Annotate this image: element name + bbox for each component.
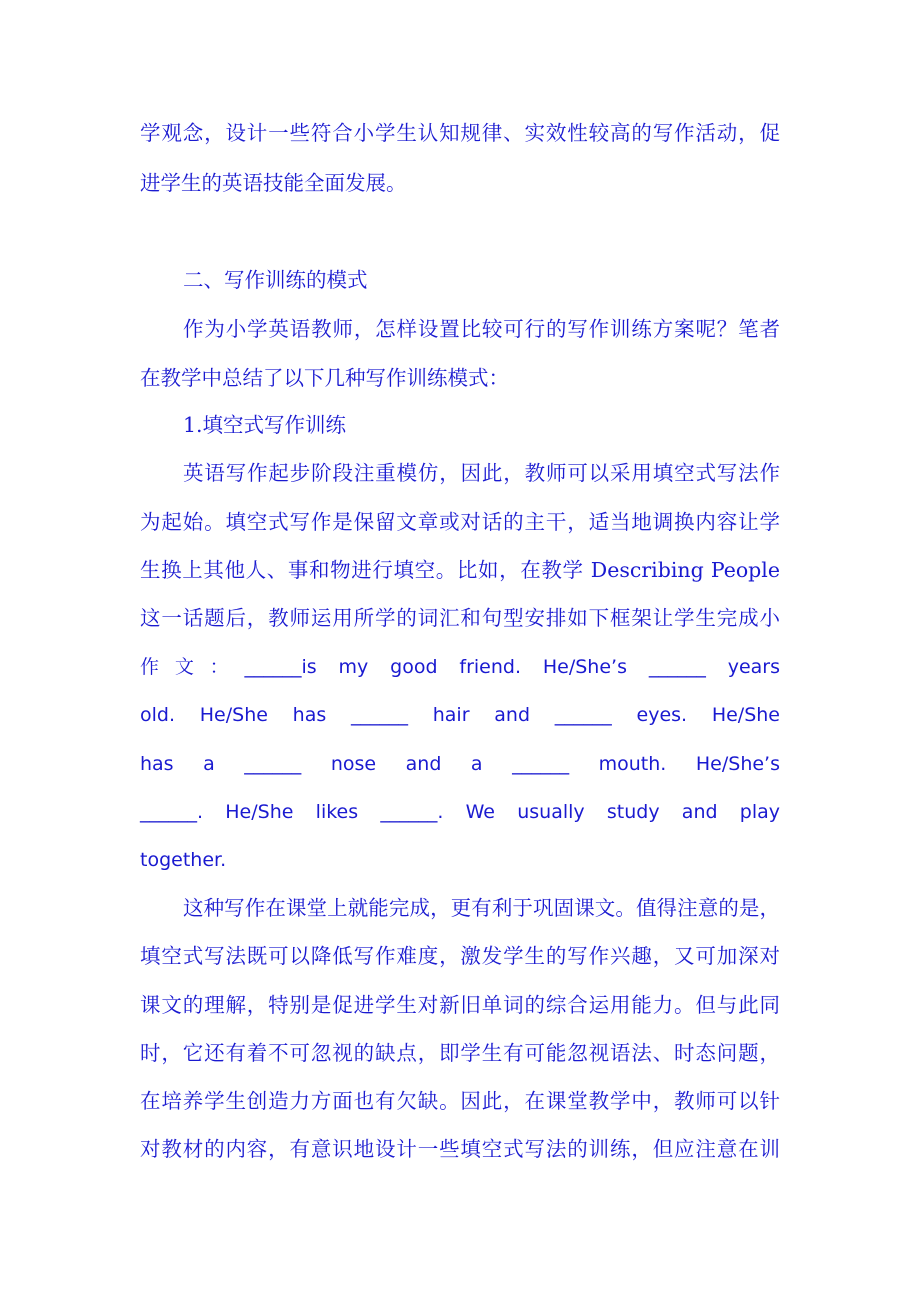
text-line: 生换上其他人、事和物进行填空。比如，在教学 Describing People — [140, 558, 780, 582]
text-line: 作为小学英语教师，怎样设置比较可行的写作训练方案呢？笔者 — [183, 317, 780, 341]
text-line: 学观念，设计一些符合小学生认知规律、实效性较高的写作活动，促 — [140, 121, 780, 145]
text-line: 课文的理解，特别是促进学生对新旧单词的综合运用能力。但与此同 — [140, 993, 780, 1017]
text-line: ______. He/She likes ______. We usually study and play — [140, 801, 780, 823]
text-line: 这一话题后，教师运用所学的词汇和句型安排如下框架让学生完成小 — [140, 606, 780, 630]
text-line: 填空式写法既可以降低写作难度，激发学生的写作兴趣，又可加深对 — [140, 944, 780, 968]
text-line: 进学生的英语技能全面发展。 — [140, 171, 407, 195]
text-line: 这种写作在课堂上就能完成，更有利于巩固课文。值得注意的是， — [183, 896, 780, 920]
text-line: 时，它还有着不可忽视的缺点，即学生有可能忽视语法、时态问题， — [140, 1041, 780, 1065]
text-line: has a ______ nose and a ______ mouth. He/She’s — [140, 753, 780, 775]
text-line: 为起始。填空式写作是保留文章或对话的主干，适当地调换内容让学 — [140, 510, 780, 534]
text-line: 英语写作起步阶段注重模仿，因此，教师可以采用填空式写法作 — [183, 461, 780, 485]
text-line: 作文：______is my good friend. He/She’s ______ years — [140, 656, 780, 678]
text-line: old. He/She has ______ hair and ______ eyes. He/She — [140, 704, 780, 726]
text-line: 在教学中总结了以下几种写作训练模式： — [140, 366, 509, 390]
text-line: 对教材的内容，有意识地设计一些填空式写法的训练，但应注意在训 — [140, 1137, 780, 1161]
subsection-heading: 1.填空式写作训练 — [183, 413, 347, 437]
text-line: together. — [140, 849, 227, 871]
text-line: 在培养学生创造力方面也有欠缺。因此，在课堂教学中，教师可以针 — [140, 1089, 780, 1113]
section-heading: 二、写作训练的模式 — [183, 268, 368, 292]
